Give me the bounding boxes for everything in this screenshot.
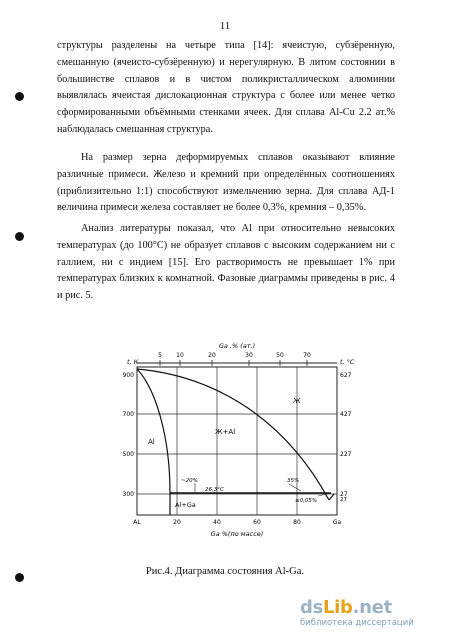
body-paragraph: структуры разделены на четыре типа [14]: ячеистую, субзёренную, смешанную (ячеисто-субзёренную) и нерегулярную. В литом состоянии в большинстве сплавов и в чистом поликристаллическом алюминии выявлялась ячеистая дислокационная структура с более или менее четко сформированными объёмными стенками ячеек. Для сплава Al-Cu 2.2 ат.% наблюдалась смешанная структура.	[57, 40, 395, 135]
tick-label: 627	[340, 372, 352, 379]
tick-label: 500	[122, 451, 134, 458]
region-label: Al+Ga	[175, 501, 196, 509]
tick-label: 70	[303, 352, 311, 359]
watermark-net: .net	[352, 597, 392, 618]
watermark-tagline: библиотека диссертаций	[300, 618, 414, 628]
page-number: 11	[219, 20, 231, 32]
tick-label: 227	[340, 451, 352, 458]
figure-caption: Рис.4. Диаграмма состояния Al-Ga.	[145, 566, 305, 577]
tick-label: 30	[245, 352, 253, 359]
annotation: ~20%	[181, 478, 198, 484]
region-label: Ж+Al	[215, 428, 236, 436]
binder-hole-mark	[15, 232, 24, 241]
watermark-lib: Lib	[323, 597, 353, 618]
right-axis-title: t, °С	[340, 358, 355, 366]
tick-label: 50	[276, 352, 284, 359]
watermark-brand	[300, 597, 392, 618]
tick-label: 900	[122, 372, 134, 379]
region-label: Ж	[293, 397, 301, 405]
tick-label: Ga	[332, 519, 342, 526]
annotation: 26,3°С	[205, 487, 224, 493]
tick-label: 300	[122, 491, 134, 498]
tick-label: 27	[340, 491, 348, 498]
region-label: Al	[148, 438, 155, 446]
phase-diagram-svg	[115, 340, 360, 538]
dslib-watermark[interactable]	[300, 595, 440, 631]
tick-label: 700	[122, 411, 134, 418]
liquidus-curve-ga-end	[329, 494, 334, 500]
annotation: 27	[340, 497, 347, 503]
tick-label: 5	[158, 352, 162, 359]
annotation: 35%	[287, 478, 300, 484]
phase-diagram-al-ga	[115, 340, 360, 538]
tick-label: 10	[176, 352, 184, 359]
annotation-leader	[289, 484, 301, 491]
tick-label: 60	[253, 519, 261, 526]
binder-hole-mark	[15, 92, 24, 101]
annotation: ≤0,05%	[295, 498, 318, 504]
tick-label: AL	[133, 519, 141, 526]
watermark-ds: ds	[300, 597, 323, 618]
tick-label: 20	[173, 519, 181, 526]
tick-label: 20	[208, 352, 216, 359]
tick-label: 40	[213, 519, 221, 526]
top-axis-title: Ga ,% (ат.)	[218, 342, 256, 350]
tick-label: 427	[340, 411, 352, 418]
left-axis-title: t, К	[127, 358, 139, 366]
solvus-curve	[137, 369, 170, 493]
body-paragraph: Анализ литературы показал, что Al при относительно невысоких температурах (до 100°С) не образует сплавов с высоким содержанием ни с галлием, ни с индием [15]. Его растворимость не превышает 1% при температурах близких к комнатной. Фазовые диаграммы приведены в рис. 4 и рис. 5.	[57, 223, 395, 302]
body-paragraph: На размер зерна деформируемых сплавов оказывают влияние различные примеси. Железо и кремний при определённых соотношениях (приблизительно 1:1) способствуют измельчению зерна. Для сплава АД-1 величина примеси железа составляет не более 0,3%, кремния – 0,35%.	[57, 152, 395, 214]
tick-label: 80	[293, 519, 301, 526]
bottom-axis-title: Ga %(по массе)	[210, 530, 264, 538]
